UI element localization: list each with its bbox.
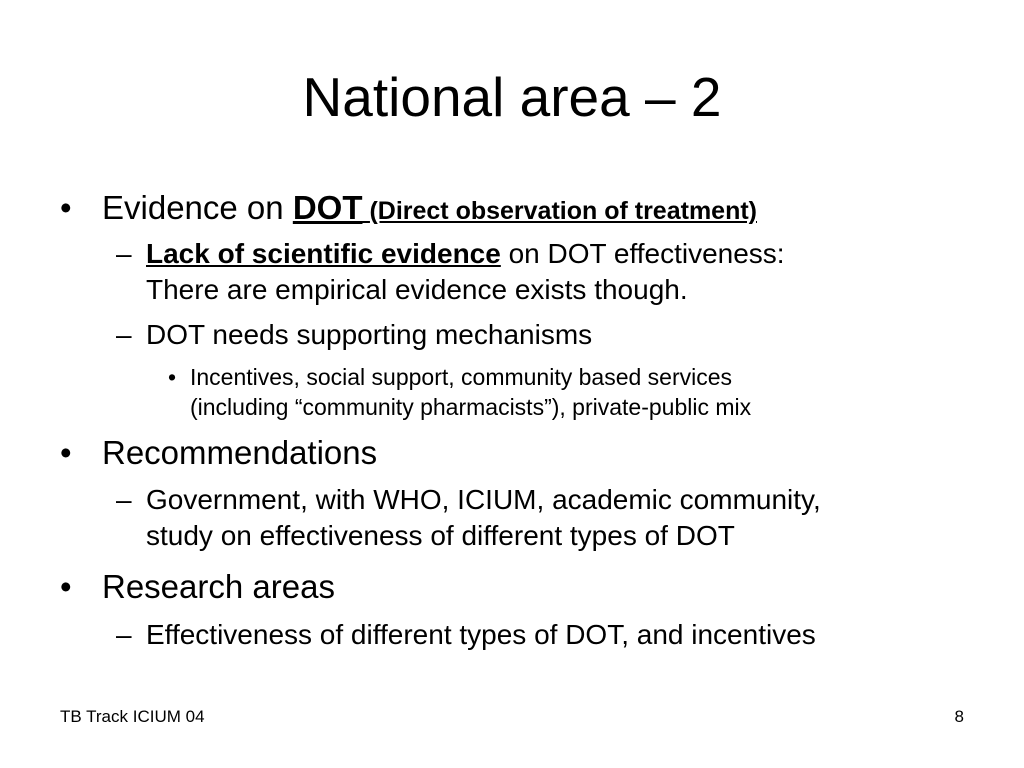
slide-title: National area – 2 — [302, 66, 722, 128]
sub-item-text-continued: There are empirical evidence exists though. — [146, 274, 688, 305]
bullet-evidence-on-dot — [102, 188, 757, 231]
bullet-recommendations: Recommendations — [102, 434, 378, 471]
dot-definition-emphasis: (Direct observation of treatment) — [369, 197, 757, 225]
small-bullet-marker: • — [168, 364, 177, 390]
bullet-marker: • — [60, 189, 72, 226]
sub-sub-item-incentives-continued: (including “community pharmacists”), private-public mix — [190, 394, 752, 420]
bullet-research-areas: Research areas — [102, 568, 335, 605]
sub-item-effectiveness: Effectiveness of different types of DOT, and incentives — [146, 619, 816, 650]
footer-label: TB Track ICIUM 04 — [60, 707, 205, 726]
bullet-marker: • — [60, 568, 72, 605]
bullet-marker: • — [60, 434, 72, 471]
sub-item-government-continued: study on effectiveness of different types of DOT — [146, 520, 735, 551]
bullet-text: Evidence on — [102, 189, 293, 226]
lack-evidence-emphasis: Lack of scientific evidence — [146, 238, 501, 269]
sub-sub-item-incentives: Incentives, social support, community based services — [190, 364, 733, 390]
sub-item-dot-mechanisms: DOT needs supporting mechanisms — [146, 319, 593, 350]
dot-emphasis: DOT — [292, 189, 363, 226]
dash-marker: – — [116, 238, 132, 269]
page-number: 8 — [954, 707, 964, 726]
sub-item-lack-of-evidence — [146, 236, 785, 272]
dash-marker: – — [116, 619, 132, 650]
dash-marker: – — [116, 484, 132, 515]
sub-item-text: on DOT effectiveness: — [500, 238, 785, 269]
dash-marker: – — [116, 319, 132, 350]
sub-item-government: Government, with WHO, ICIUM, academic community, — [146, 484, 821, 515]
